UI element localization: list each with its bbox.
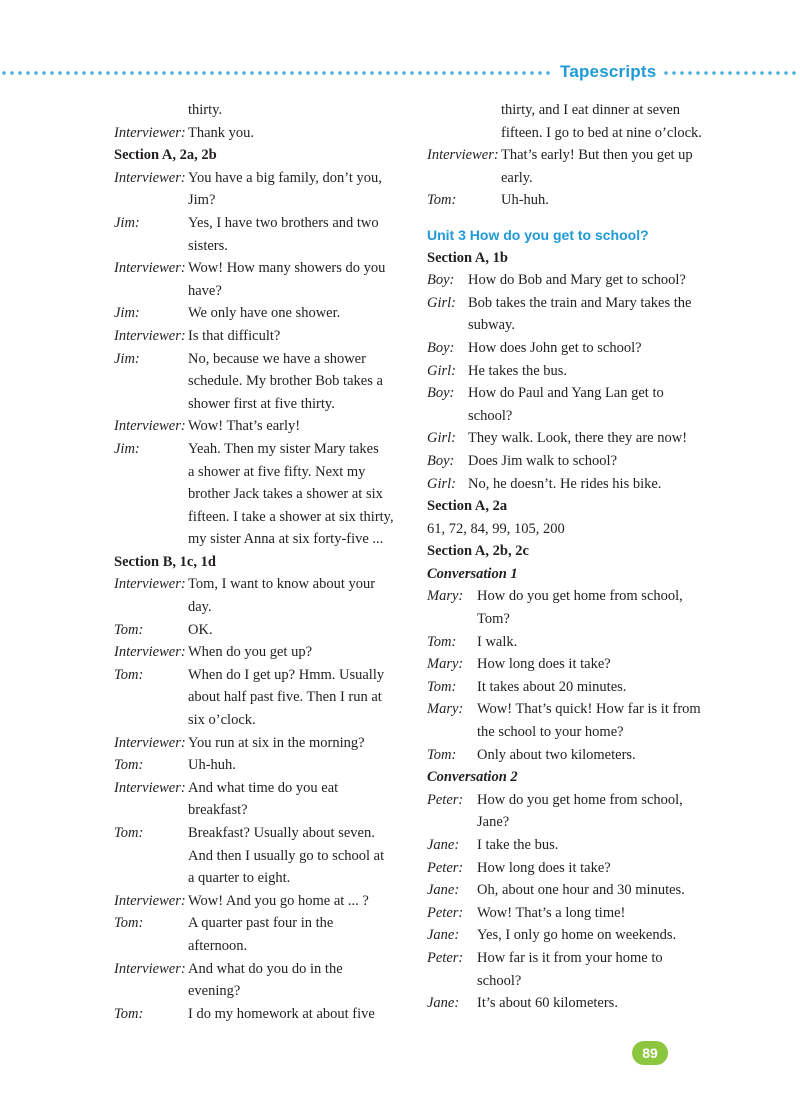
dialogue-line: [427, 947, 727, 970]
dialogue-line: [114, 664, 404, 687]
dialogue-text: How do Bob and Mary get to school?: [468, 272, 686, 289]
dialogue-text: shower first at five thirty.: [188, 395, 335, 412]
conversation-heading: Conversation 2: [427, 769, 518, 786]
dialogue-line: [114, 935, 404, 958]
dialogue-line: [427, 337, 727, 360]
speaker-label: Interviewer:: [114, 644, 186, 661]
dialogue-text: a shower at five fifty. Next my: [188, 463, 366, 480]
dialogue-text: Wow! That’s a long time!: [477, 904, 626, 921]
section-title: Tapescripts: [560, 62, 657, 81]
speaker-label: Interviewer:: [114, 576, 186, 593]
dialogue-text: day.: [188, 599, 212, 616]
dialogue-line: [114, 348, 404, 371]
speaker-label: Tom:: [427, 746, 457, 763]
dialogue-text: And what do you do in the: [188, 960, 343, 977]
dialogue-text: Yes, I only go home on weekends.: [477, 927, 677, 944]
speaker-label: Interviewer:: [114, 960, 186, 977]
number-list: 61, 72, 84, 99, 105, 200: [427, 520, 565, 537]
dialogue-text: early.: [501, 169, 533, 186]
dialogue-text: have?: [188, 282, 222, 299]
dialogue-text: They walk. Look, there they are now!: [468, 430, 688, 447]
dialogue-line: [114, 641, 404, 664]
speaker-label: Interviewer:: [114, 734, 186, 751]
dialogue-line: [427, 99, 727, 122]
speaker-label: Interviewer:: [114, 124, 186, 141]
speaker-label: Tom:: [427, 192, 457, 209]
speaker-label: Mary:: [427, 701, 464, 718]
section-heading: Section B, 1c, 1d: [114, 553, 216, 570]
dialogue-line: [427, 744, 727, 767]
dialogue-line: [114, 686, 404, 709]
dialogue-line: [114, 325, 404, 348]
plain-row: [427, 518, 727, 541]
dialogue-text: When do I get up? Hmm. Usually: [188, 666, 385, 683]
speaker-label: Interviewer:: [114, 892, 186, 909]
dialogue-text: Bob takes the train and Mary takes the: [468, 294, 692, 311]
dialogue-line: [427, 585, 727, 608]
speaker-label: Jane:: [427, 837, 460, 853]
dialogue-line: [114, 167, 404, 190]
heading-row: [114, 144, 404, 167]
dialogue-line: [427, 992, 727, 1015]
speaker-label: Peter:: [427, 949, 464, 966]
dialogue-line: [427, 676, 727, 699]
speaker-label: Tom:: [114, 825, 144, 841]
conversation-row: [427, 766, 727, 789]
speaker-label: Boy:: [427, 385, 455, 402]
dialogue-line: [114, 754, 404, 777]
speaker-label: Boy:: [427, 339, 455, 356]
dialogue-line: [114, 845, 404, 868]
dialogue-line: [427, 879, 727, 902]
dialogue-text: evening?: [188, 983, 241, 1000]
dialogue-text: And what time do you eat: [188, 779, 339, 796]
dialogue-line: [427, 269, 727, 292]
dialogue-line: [427, 698, 727, 721]
speaker-label: Jane:: [427, 927, 460, 944]
dialogue-line: [427, 631, 727, 654]
page-number-badge: 89: [632, 1041, 668, 1065]
speaker-label: Tom:: [114, 757, 144, 774]
dialogue-line: [427, 427, 727, 450]
dialogue-text: We only have one shower.: [188, 305, 341, 322]
dialogue-line: [114, 483, 404, 506]
dialogue-text: about half past five. Then I run at: [188, 689, 382, 706]
dialogue-line: [114, 980, 404, 1003]
dialogue-line: [114, 189, 404, 212]
dialogue-text: school?: [477, 972, 522, 989]
dialogue-text: the school to your home?: [477, 724, 624, 741]
dialogue-line: [427, 189, 727, 212]
speaker-label: Interviewer:: [114, 169, 186, 186]
speaker-label: Mary:: [427, 656, 464, 673]
speaker-label: Boy:: [427, 452, 455, 469]
dialogue-line: [427, 292, 727, 315]
heading-row: [114, 551, 404, 574]
speaker-label: Jane:: [427, 995, 460, 1012]
dialogue-line: [114, 709, 404, 732]
dialogue-text: Yeah. Then my sister Mary takes: [188, 440, 379, 457]
dialogue-line: [427, 122, 727, 145]
dialogue-text: thirty.: [188, 102, 223, 118]
dialogue-line: [427, 608, 727, 631]
dialogue-line: [427, 970, 727, 993]
speaker-label: Interviewer:: [114, 418, 186, 435]
speaker-label: Boy:: [427, 272, 455, 289]
dialogue-line: [427, 473, 727, 496]
speaker-label: Girl:: [427, 430, 456, 447]
header-dotted-rule: [0, 69, 552, 77]
dialogue-line: [114, 958, 404, 981]
dialogue-line: [114, 619, 404, 642]
unit-heading: Unit 3 How do you get to school?: [427, 226, 649, 243]
dialogue-text: How far is it from your home to: [477, 949, 663, 966]
dialogue-text: I walk.: [477, 633, 518, 650]
dialogue-text: No, because we have a shower: [188, 350, 366, 367]
speaker-label: Jim:: [114, 214, 140, 231]
dialogue-text: Uh-huh.: [501, 192, 549, 209]
dialogue-text: And then I usually go to school at: [188, 847, 385, 864]
heading-row: [427, 495, 727, 518]
dialogue-line: [114, 732, 404, 755]
speaker-label: Peter:: [427, 791, 464, 808]
dialogue-line: [114, 370, 404, 393]
dialogue-text: schedule. My brother Bob takes a: [188, 373, 383, 390]
dialogue-line: [114, 235, 404, 258]
dialogue-text: Only about two kilometers.: [477, 746, 636, 763]
dialogue-line: [427, 924, 727, 947]
dialogue-text: That’s early! But then you get up: [501, 147, 693, 164]
dialogue-line: [427, 382, 727, 405]
dialogue-line: [114, 799, 404, 822]
dialogue-line: [427, 902, 727, 925]
dialogue-text: six o’clock.: [188, 712, 256, 729]
dialogue-text: How do Paul and Yang Lan get to: [468, 385, 664, 402]
speaker-label: Girl:: [427, 475, 456, 492]
speaker-label: Tom:: [427, 633, 457, 650]
dialogue-text: Tom, I want to know about your: [188, 576, 376, 593]
dialogue-line: [114, 415, 404, 438]
dialogue-text: How do you get home from school,: [477, 791, 683, 808]
speaker-label: Jim:: [114, 305, 140, 322]
dialogue-text: Uh-huh.: [188, 757, 236, 774]
dialogue-line: [114, 393, 404, 416]
conversation-row: [427, 563, 727, 586]
dialogue-line: [114, 1003, 404, 1026]
dialogue-line: [114, 822, 404, 845]
speaker-label: Peter:: [427, 859, 464, 876]
dialogue-line: [427, 144, 727, 167]
dialogue-text: my sister Anna at six forty-five ...: [188, 531, 384, 548]
dialogue-text: It’s about 60 kilometers.: [477, 995, 618, 1012]
speaker-label: Interviewer:: [114, 779, 186, 796]
dialogue-text: Does Jim walk to school?: [468, 452, 618, 469]
dialogue-text: brother Jack takes a shower at six: [188, 486, 383, 503]
dialogue-text: afternoon.: [188, 937, 248, 954]
dialogue-text: Jim?: [188, 192, 216, 209]
speaker-label: Jim:: [114, 350, 140, 367]
dialogue-line: [114, 99, 404, 122]
speaker-label: Jim:: [114, 440, 140, 457]
dialogue-text: Wow! And you go home at ... ?: [188, 892, 369, 909]
dialogue-text: How do you get home from school,: [477, 588, 683, 605]
dialogue-line: [114, 302, 404, 325]
dialogue-text: a quarter to eight.: [188, 870, 291, 887]
dialogue-text: Is that difficult?: [188, 327, 281, 344]
dialogue-text: subway.: [468, 317, 515, 334]
dialogue-line: [114, 867, 404, 890]
heading-row: [427, 247, 727, 270]
dialogue-text: fifteen. I go to bed at nine o’clock.: [501, 124, 702, 141]
dialogue-text: thirty, and I eat dinner at seven: [501, 102, 681, 118]
dialogue-text: It takes about 20 minutes.: [477, 678, 627, 695]
dialogue-text: Oh, about one hour and 30 minutes.: [477, 882, 685, 899]
dialogue-text: I do my homework at about five: [188, 1005, 375, 1022]
dialogue-text: sisters.: [188, 237, 228, 254]
conversation-heading: Conversation 1: [427, 565, 518, 582]
dialogue-text: He takes the bus.: [468, 362, 568, 379]
unit-row: [427, 224, 727, 247]
dialogue-line: [114, 461, 404, 484]
dialogue-line: [114, 777, 404, 800]
dialogue-text: Breakfast? Usually about seven.: [188, 825, 375, 841]
dialogue-text: school?: [468, 407, 513, 424]
dialogue-line: [114, 212, 404, 235]
dialogue-text: How does John get to school?: [468, 339, 642, 356]
dialogue-text: How long does it take?: [477, 859, 611, 876]
speaker-label: Girl:: [427, 294, 456, 311]
right-column: [427, 99, 727, 1015]
dialogue-line: [427, 811, 727, 834]
dialogue-text: breakfast?: [188, 802, 248, 819]
dialogue-line: [114, 912, 404, 935]
dialogue-line: [427, 405, 727, 428]
dialogue-line: [427, 450, 727, 473]
dialogue-text: I take the bus.: [477, 837, 559, 853]
dialogue-line: [114, 573, 404, 596]
dialogue-line: [114, 596, 404, 619]
dialogue-line: [427, 834, 727, 857]
dialogue-text: Wow! How many showers do you: [188, 260, 386, 277]
dialogue-line: [427, 653, 727, 676]
dialogue-text: Yes, I have two brothers and two: [188, 214, 379, 231]
section-heading: Section A, 2a: [427, 498, 508, 515]
speaker-label: Tom:: [114, 1005, 144, 1022]
section-heading: Section A, 2a, 2b: [114, 147, 217, 164]
speaker-label: Mary:: [427, 588, 464, 605]
speaker-label: Peter:: [427, 904, 464, 921]
section-heading: Section A, 1b: [427, 249, 508, 266]
dialogue-line: [114, 280, 404, 303]
speaker-label: Tom:: [114, 621, 144, 638]
dialogue-line: [427, 857, 727, 880]
dialogue-line: [427, 721, 727, 744]
dialogue-text: You run at six in the morning?: [188, 734, 365, 751]
dialogue-text: A quarter past four in the: [188, 915, 334, 932]
speaker-label: Jane:: [427, 882, 460, 899]
dialogue-text: Jane?: [477, 814, 510, 831]
section-heading: Section A, 2b, 2c: [427, 543, 529, 560]
speaker-label: Tom:: [427, 678, 457, 695]
dialogue-text: How long does it take?: [477, 656, 611, 673]
speaker-label: Interviewer:: [114, 327, 186, 344]
left-column: [114, 99, 404, 1025]
dialogue-text: Wow! That’s quick! How far is it from: [477, 701, 701, 718]
speaker-label: Interviewer:: [114, 260, 186, 277]
dialogue-text: When do you get up?: [188, 644, 313, 661]
dialogue-line: [114, 528, 404, 551]
dialogue-line: [427, 167, 727, 190]
header-dotted-rule-right: [662, 69, 798, 77]
dialogue-text: You have a big family, don’t you,: [188, 169, 382, 186]
spacer: [427, 212, 727, 224]
dialogue-text: No, he doesn’t. He rides his bike.: [468, 475, 662, 492]
dialogue-line: [427, 789, 727, 812]
dialogue-line: [114, 506, 404, 529]
dialogue-text: Tom?: [477, 611, 510, 628]
dialogue-text: fifteen. I take a shower at six thirty,: [188, 508, 394, 525]
dialogue-line: [427, 360, 727, 383]
dialogue-text: Wow! That’s early!: [188, 418, 301, 435]
dialogue-line: [114, 122, 404, 145]
dialogue-text: OK.: [188, 621, 213, 638]
dialogue-line: [114, 438, 404, 461]
dialogue-line: [114, 890, 404, 913]
speaker-label: Girl:: [427, 362, 456, 379]
dialogue-text: Thank you.: [188, 124, 255, 141]
speaker-label: Tom:: [114, 915, 144, 932]
speaker-label: Interviewer:: [427, 147, 499, 164]
heading-row: [427, 540, 727, 563]
dialogue-line: [114, 257, 404, 280]
dialogue-line: [427, 314, 727, 337]
speaker-label: Tom:: [114, 666, 144, 683]
